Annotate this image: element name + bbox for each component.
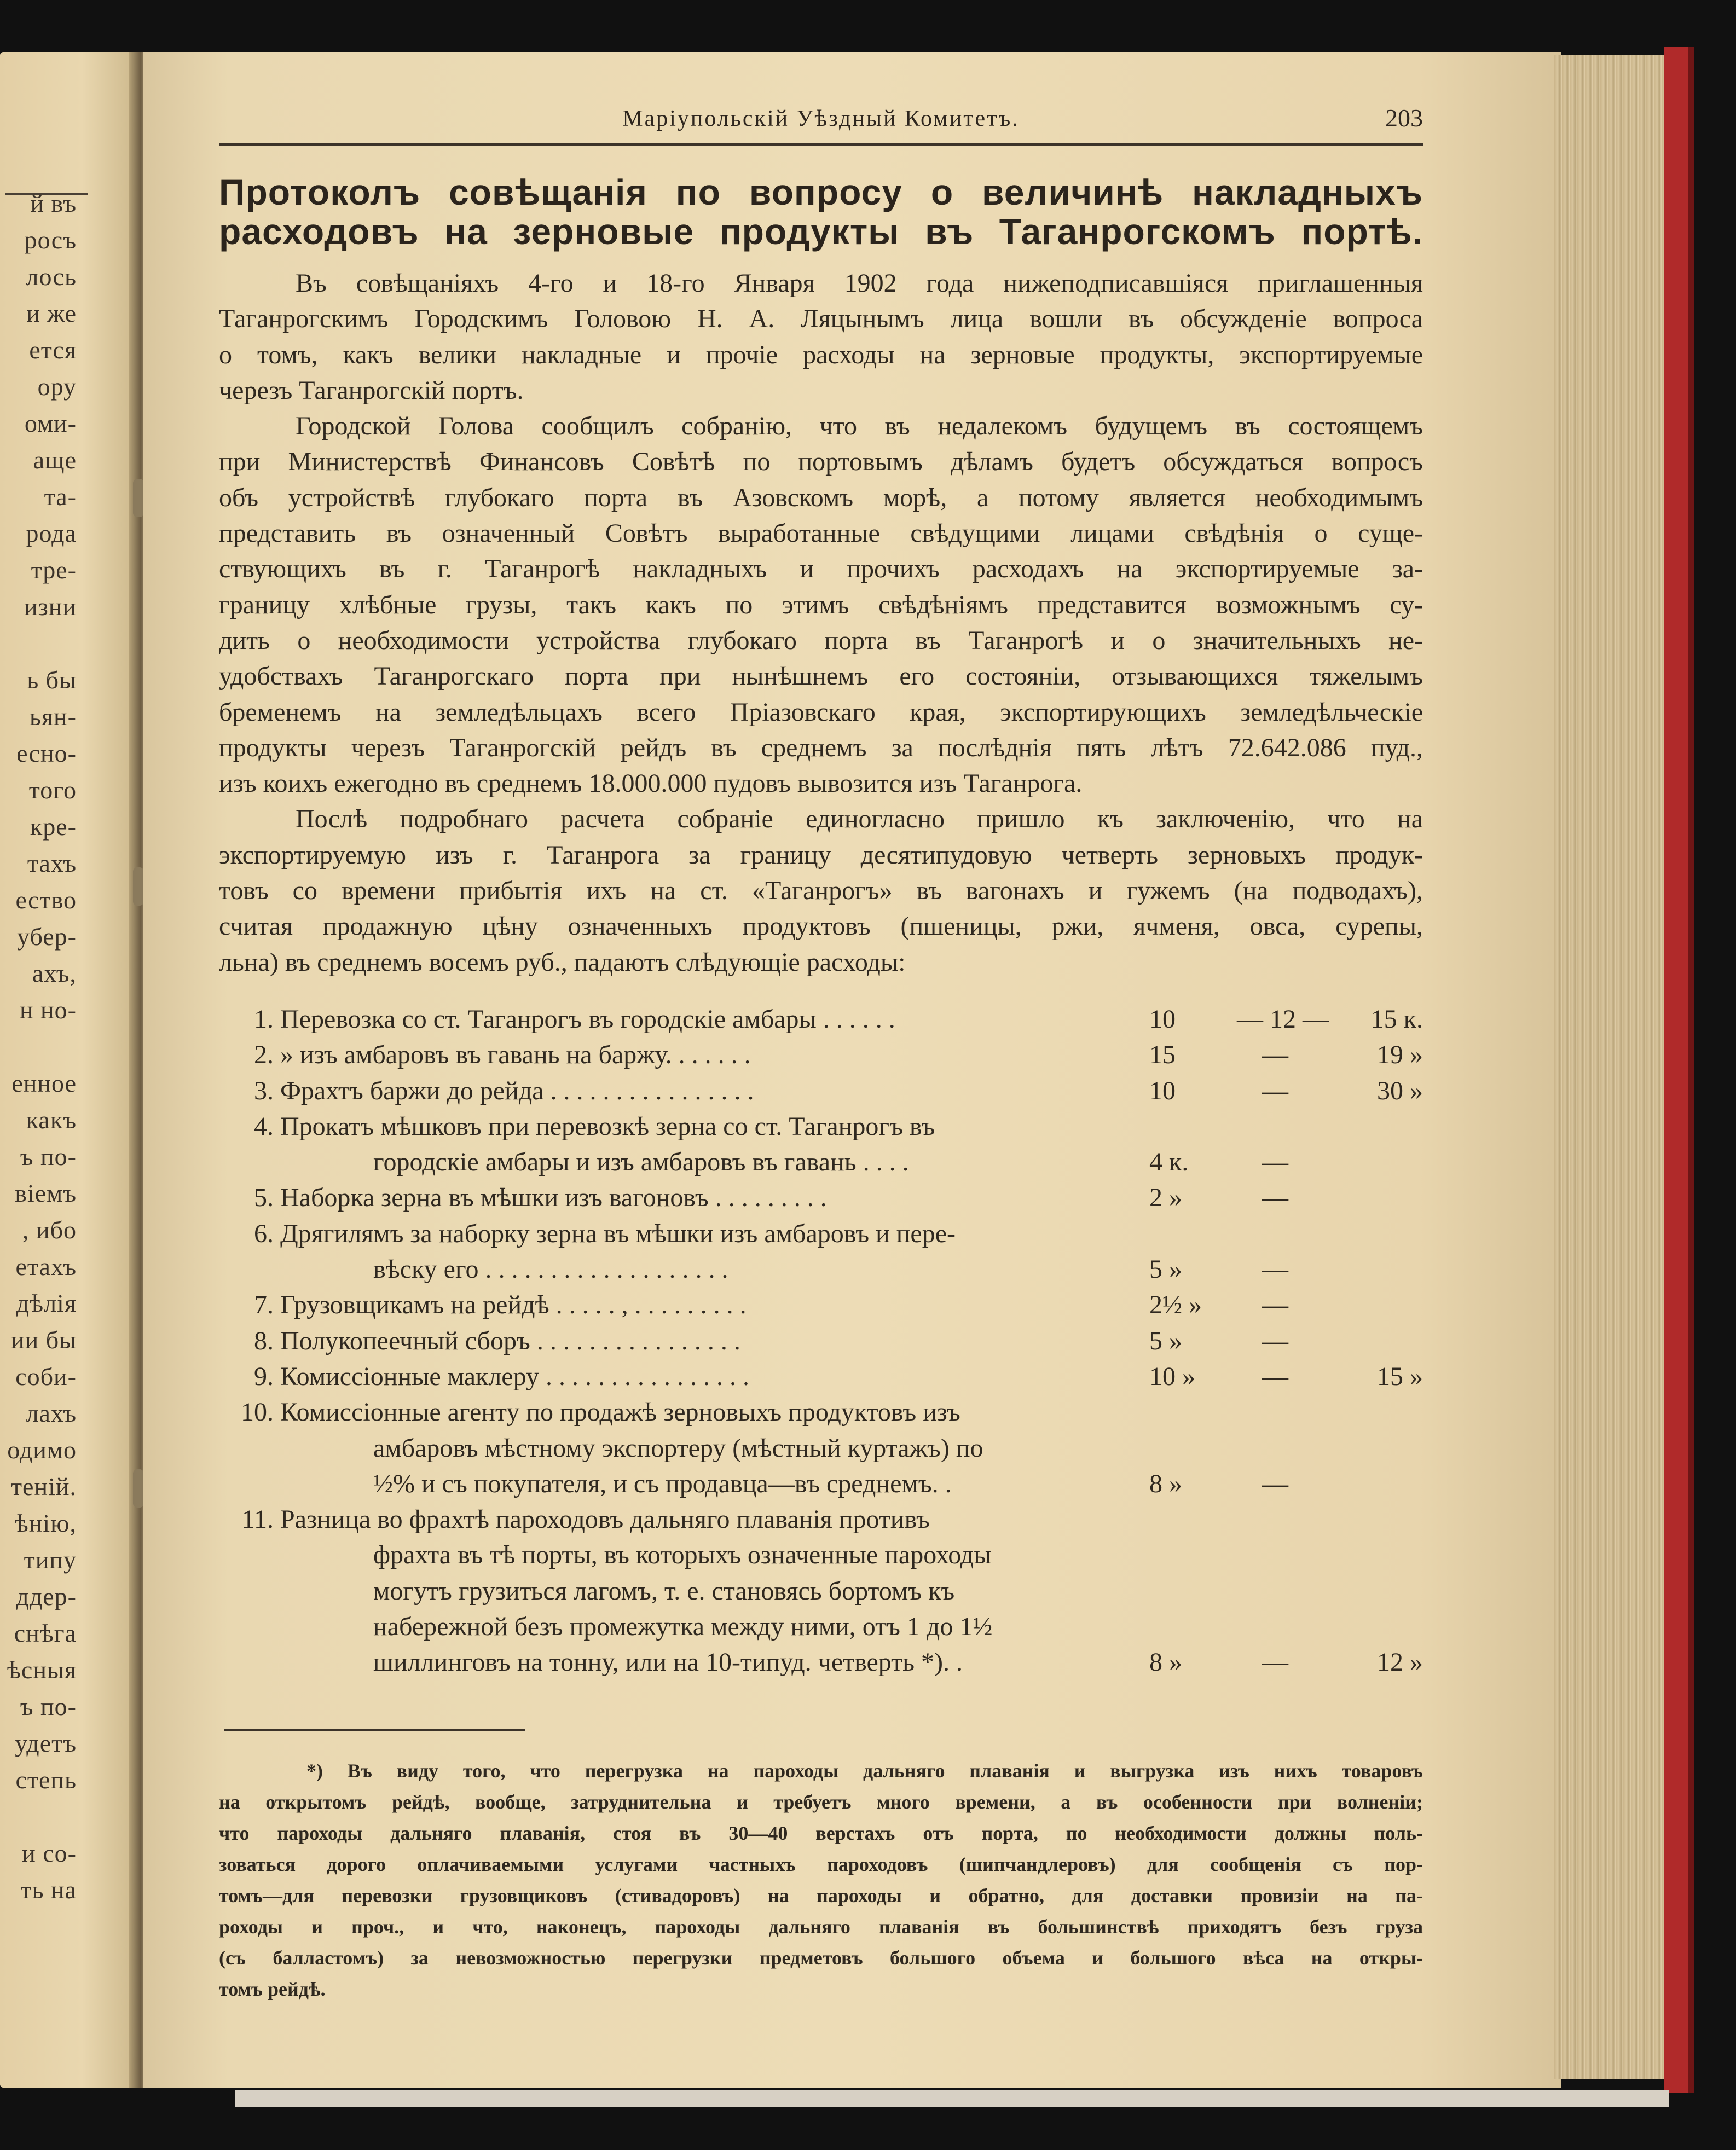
- text-line: черезъ Таганрогскій портъ.: [219, 375, 524, 405]
- expense-text: ½% и съ покупателя, и съ продавца—въ среднемъ. .: [373, 1469, 952, 1498]
- expense-value-max: 30 »: [1377, 1076, 1423, 1105]
- expense-value-mid: —: [1262, 1648, 1288, 1677]
- left-page-fragment: ору: [37, 373, 77, 401]
- expense-value-mid: —: [1262, 1290, 1288, 1320]
- left-page-fragment: оми-: [24, 409, 77, 437]
- expense-text: Грузовщикамъ на рейдѣ . . . . . , . . . . . . . . .: [280, 1290, 747, 1320]
- footnote-line: (съ балластомъ) за невозможностью перегрузки предметовъ большого объема и большого вѣса на откры-: [219, 1947, 1423, 1969]
- expense-row: [219, 1001, 1423, 1037]
- text-line: при Министерствѣ Финансовъ Совѣтѣ по портовымъ дѣламъ будетъ обсуждаться вопросъ: [219, 447, 1423, 477]
- text-line: считая продажную цѣну означенныхъ продуктовъ (пшеницы, ржи, ячменя, овса, сурепы,: [219, 912, 1423, 941]
- expense-number: 10.: [241, 1398, 274, 1427]
- expense-row: [219, 1644, 1423, 1680]
- expense-row: [219, 1073, 1423, 1109]
- left-page-fragment: кре-: [30, 813, 77, 841]
- left-page-fragment: одимо: [7, 1436, 77, 1464]
- title-line: расходовъ на зерновые продукты въ Таганрогскомъ портѣ.: [219, 211, 1423, 252]
- expense-number: 8.: [254, 1326, 274, 1355]
- text-line: товъ со времени прибытія ихъ на ст. «Таганрогъ» въ вагонахъ и гужемъ (на подводахъ),: [219, 876, 1423, 906]
- expense-number: 9.: [254, 1361, 274, 1391]
- expense-value-min: 5 »: [1149, 1255, 1182, 1284]
- text-line: льна) въ среднемъ восемъ руб., падаютъ слѣдующіе расходы:: [219, 947, 906, 977]
- left-page-fragment: етахъ: [15, 1253, 77, 1280]
- text-line: дить о необходимости устройства глубокаго порта въ Таганрогѣ и о значительныхъ не-: [219, 625, 1423, 655]
- text-line: экспортируемую изъ г. Таганрога за границу десятипудовую четверть зерновыхъ продук-: [219, 840, 1423, 870]
- left-page-fragment: ахъ,: [32, 959, 77, 987]
- expense-text: Прокатъ мѣшковъ при перевозкѣ зерна со ст. Таганрогъ въ: [280, 1111, 935, 1141]
- expense-value-min: 8 »: [1149, 1469, 1182, 1498]
- expense-value-min: 10: [1149, 1005, 1176, 1034]
- footnote-line: что пароходы дальняго плаванія, стоя въ 30—40 верстахъ отъ порта, по необходимости должны поль-: [219, 1822, 1423, 1844]
- expense-text: Перевозка со ст. Таганрогъ въ городскіе амбары . . . . . .: [280, 1005, 895, 1034]
- expense-value-min: 5 »: [1149, 1326, 1182, 1355]
- expense-row: [219, 1216, 1423, 1251]
- expense-value-min: 2½ »: [1149, 1290, 1202, 1320]
- expense-value-min: 4 к.: [1149, 1148, 1189, 1177]
- left-page-fragment: ь бы: [27, 666, 77, 694]
- title-line: Протоколъ совѣщанія по вопросу о величинѣ накладныхъ: [219, 172, 1423, 212]
- expense-value-mid: —: [1262, 1040, 1288, 1070]
- left-page-fragment: и же: [26, 299, 77, 327]
- expense-value-min: 15: [1149, 1040, 1176, 1070]
- text-line: продукты черезъ Таганрогскій рейдъ въ среднемъ за послѣднія пять лѣтъ 72.642.086 пуд.,: [219, 733, 1423, 762]
- left-page-fragment: й въ: [30, 189, 77, 217]
- binding-thread: [133, 479, 144, 517]
- header-rule: [219, 143, 1423, 146]
- left-page-fragment: ество: [15, 886, 77, 914]
- left-page-fragment: ть на: [20, 1876, 77, 1904]
- expense-value-max: 12 »: [1377, 1648, 1423, 1677]
- left-page-fragment: и со-: [22, 1839, 77, 1867]
- expense-list: [219, 1001, 1423, 1680]
- left-page-fragment: росъ: [24, 226, 77, 254]
- footnote-line: на открытомъ рейдѣ, вообще, затруднительна и требуетъ много времени, а въ особенности при волненіи;: [219, 1791, 1423, 1813]
- left-page-fragment: ѣсныя: [7, 1656, 77, 1684]
- left-page-fragment: того: [28, 776, 77, 804]
- expense-value-mid: —: [1262, 1076, 1288, 1105]
- expense-value-mid: —: [1262, 1326, 1288, 1355]
- left-page-fragment: ьян-: [29, 703, 77, 731]
- left-page-fragment: рода: [26, 519, 77, 547]
- red-cover-shadow: [1688, 47, 1694, 2093]
- expense-text: вѣску его . . . . . . . . . . . . . . . . . . .: [373, 1255, 728, 1284]
- expense-text: Фрахтъ баржи до рейда . . . . . . . . . . . . . . . .: [280, 1076, 754, 1105]
- text-line: о томъ, какъ велики накладные и прочіе расходы на зерновые продукты, экспортируемые: [219, 340, 1423, 369]
- text-line: Таганрогскимъ Городскимъ Головою Н. А. Ляцынымъ лица вошли въ обсужденіе вопроса: [219, 304, 1423, 334]
- left-page-fragment: тахъ: [27, 849, 77, 877]
- expense-text: амбаровъ мѣстному экспортеру (мѣстный куртажъ) по: [373, 1433, 983, 1463]
- expense-text: Полукопеечный сборъ . . . . . . . . . . . . . . . .: [280, 1326, 740, 1355]
- left-page-fragment: ддер-: [16, 1583, 77, 1610]
- footnote: [219, 1755, 1423, 2005]
- expense-row: [219, 1359, 1423, 1394]
- left-page-fragment: изни: [24, 593, 77, 621]
- left-page-fragment: та-: [44, 483, 77, 511]
- left-page-fragment: снѣга: [14, 1619, 77, 1647]
- left-page-fragment: тре-: [31, 556, 77, 584]
- left-page-fragment: дѣлія: [16, 1289, 77, 1317]
- expense-row: [219, 1144, 1423, 1180]
- left-page-fragment: степь: [15, 1766, 77, 1794]
- expense-row: [219, 1394, 1423, 1430]
- left-page-fragment: ется: [29, 336, 77, 364]
- expense-row: [219, 1323, 1423, 1359]
- expense-text: могутъ грузиться лагомъ, т. е. становясь бортомъ къ: [373, 1576, 955, 1606]
- expense-text: набережной безъ промежутка между ними, отъ 1 до 1½: [373, 1612, 993, 1642]
- expense-value-min: 8 »: [1149, 1648, 1182, 1677]
- expense-text: Наборка зерна въ мѣшки изъ вагоновъ . . . . . . . . .: [280, 1183, 827, 1213]
- expense-value-max: 15 »: [1377, 1361, 1423, 1391]
- left-page-fragment: н но-: [19, 996, 77, 1024]
- left-page-fragment: ѣнію,: [14, 1509, 77, 1537]
- expense-value-min: 10 »: [1149, 1361, 1195, 1391]
- expense-number: 11.: [241, 1505, 274, 1534]
- left-page-fragment: ъ по-: [20, 1143, 77, 1170]
- left-page-fragment: теній.: [10, 1473, 77, 1500]
- expense-text: шиллинговъ на тонну, или на 10-типуд. четверть *). .: [373, 1648, 963, 1677]
- expense-value-min: 2 »: [1149, 1183, 1182, 1213]
- expense-row: [219, 1037, 1423, 1073]
- footnote-rule: [224, 1729, 525, 1731]
- left-page-fragment: удетъ: [15, 1729, 77, 1757]
- expense-text: » изъ амбаровъ въ гавань на баржу. . . . . . .: [280, 1040, 751, 1070]
- binding-thread: [133, 1469, 144, 1508]
- expense-value-min: 10: [1149, 1076, 1176, 1105]
- expense-value-mid: —: [1262, 1469, 1288, 1498]
- expense-number: 4.: [254, 1111, 274, 1141]
- footnote-line: роходы и проч., и что, наконецъ, пароходы дальняго плаванія въ большинствѣ приходятъ безъ груза: [219, 1916, 1423, 1938]
- footnote-line: зоваться дорого оплачиваемыми услугами частныхъ пароходовъ (шипчандлеровъ) для сообщенія съ пор-: [219, 1853, 1423, 1875]
- expense-row: [219, 1251, 1423, 1287]
- expense-text: фрахта въ тѣ порты, въ которыхъ означенные пароходы: [373, 1540, 992, 1570]
- expense-row: [219, 1573, 1423, 1609]
- left-page-fragment: соби-: [15, 1363, 77, 1390]
- left-page-fragment: ъ по-: [20, 1693, 77, 1720]
- expense-value-mid: —: [1262, 1255, 1288, 1284]
- expense-row: [219, 1287, 1423, 1323]
- expense-number: 6.: [254, 1219, 274, 1248]
- left-page: [0, 52, 137, 2088]
- expense-value-mid: —: [1262, 1183, 1288, 1213]
- expense-value-max: 15 к.: [1370, 1005, 1423, 1034]
- left-page-fragment: енное: [11, 1069, 77, 1097]
- left-page-fragment: аще: [33, 446, 77, 474]
- left-page-fragment: типу: [24, 1546, 77, 1574]
- text-line: объ устройствѣ глубокаго порта въ Азовскомъ морѣ, а потому является необходимымъ: [219, 483, 1423, 512]
- expense-value-max: 19 »: [1377, 1040, 1423, 1070]
- footnote-line: томъ—для перевозки грузовщиковъ (стивадоровъ) на пароходы и обратно, для доставки провизіи на па-: [219, 1885, 1423, 1906]
- expense-number: 3.: [254, 1076, 274, 1105]
- left-page-fragment: убер-: [17, 923, 77, 951]
- left-page-fragment: есно-: [16, 739, 77, 767]
- text-line: границу хлѣбные грузы, такъ какъ по этимъ свѣдѣніямъ представится возможнымъ су-: [219, 590, 1423, 619]
- text-line: бременемъ на земледѣльцахъ всего Пріазовскаго края, экспортирующихъ земледѣльческіе: [219, 697, 1423, 727]
- left-page-fragment: какъ: [26, 1106, 77, 1134]
- binding-thread: [133, 867, 144, 906]
- left-page-fragment: віемъ: [15, 1179, 77, 1207]
- expense-value-mid: —: [1262, 1148, 1288, 1177]
- expense-number: 5.: [254, 1183, 274, 1213]
- text-line: Въ совѣщаніяхъ 4-го и 18-го Января 1902 года нижеподписавшіяся приглашенныя: [296, 269, 1423, 298]
- expense-row: [219, 1502, 1423, 1537]
- expense-row: [219, 1430, 1423, 1466]
- expense-number: 1.: [254, 1005, 274, 1034]
- text-line: ствующихъ въ г. Таганрогѣ накладныхъ и прочихъ расходахъ на экспортируемые за-: [219, 554, 1423, 584]
- page-edges: [1554, 55, 1664, 2079]
- left-page-fragment: лось: [26, 263, 77, 291]
- expense-number: 7.: [254, 1290, 274, 1320]
- expense-number: 2.: [254, 1040, 274, 1070]
- expense-row: [219, 1466, 1423, 1502]
- expense-row: [219, 1609, 1423, 1644]
- protocol-title: [219, 172, 1423, 251]
- text-line: удобствахъ Таганрогскаго порта при нынѣшнемъ его состояніи, отзывающихся тяжелымъ: [219, 662, 1423, 691]
- expense-text: Дрягилямъ за наборку зерна въ мѣшки изъ амбаровъ и пере-: [280, 1219, 956, 1248]
- page-number: 203: [1385, 104, 1423, 132]
- red-cover-edge: [1664, 47, 1688, 2093]
- bottom-edge: [235, 2090, 1669, 2107]
- expense-row: [219, 1537, 1423, 1573]
- text-line: Городской Голова сообщилъ собранію, что въ недалекомъ будущемъ въ состоящемъ: [296, 412, 1423, 441]
- expense-row: [219, 1109, 1423, 1144]
- running-header: [219, 101, 1423, 145]
- expense-text: Комиссіонные агенту по продажѣ зерновыхъ продуктовъ изъ: [280, 1398, 960, 1427]
- expense-text: Комиссіонные маклеру . . . . . . . . . . . . . . . .: [280, 1361, 749, 1391]
- left-page-fragment: лахъ: [26, 1399, 77, 1427]
- expense-text: Разница во фрахтѣ пароходовъ дальняго плаванія противъ: [280, 1505, 930, 1534]
- protocol-text: [219, 265, 1423, 980]
- left-page-fragment: ии бы: [10, 1326, 77, 1354]
- text-line: Послѣ подробнаго расчета собраніе единогласно пришло къ заключенію, что на: [296, 804, 1423, 834]
- text-line: изъ коихъ ежегодно въ среднемъ 18.000.000 пудовъ вывозится изъ Таганрога.: [219, 769, 1083, 798]
- left-page-fragment: , ибо: [22, 1216, 77, 1244]
- expense-value-mid: — 12 —: [1237, 1005, 1329, 1034]
- running-header-title: Маріупольскій Уѣздный Комитетъ.: [622, 106, 1020, 131]
- expense-value-mid: —: [1262, 1361, 1288, 1391]
- footnote-line: томъ рейдѣ.: [219, 1978, 326, 2000]
- expense-text: городскіе амбары и изъ амбаровъ въ гавань . . . .: [373, 1148, 909, 1177]
- text-line: представить въ означенный Совѣтъ выработанные свѣдущими лицами свѣдѣнія о суще-: [219, 519, 1423, 548]
- expense-row: [219, 1180, 1423, 1215]
- footnote-line: *) Въ виду того, что перегрузка на пароходы дальняго плаванія и выгрузка изъ нихъ товаровъ: [306, 1760, 1423, 1782]
